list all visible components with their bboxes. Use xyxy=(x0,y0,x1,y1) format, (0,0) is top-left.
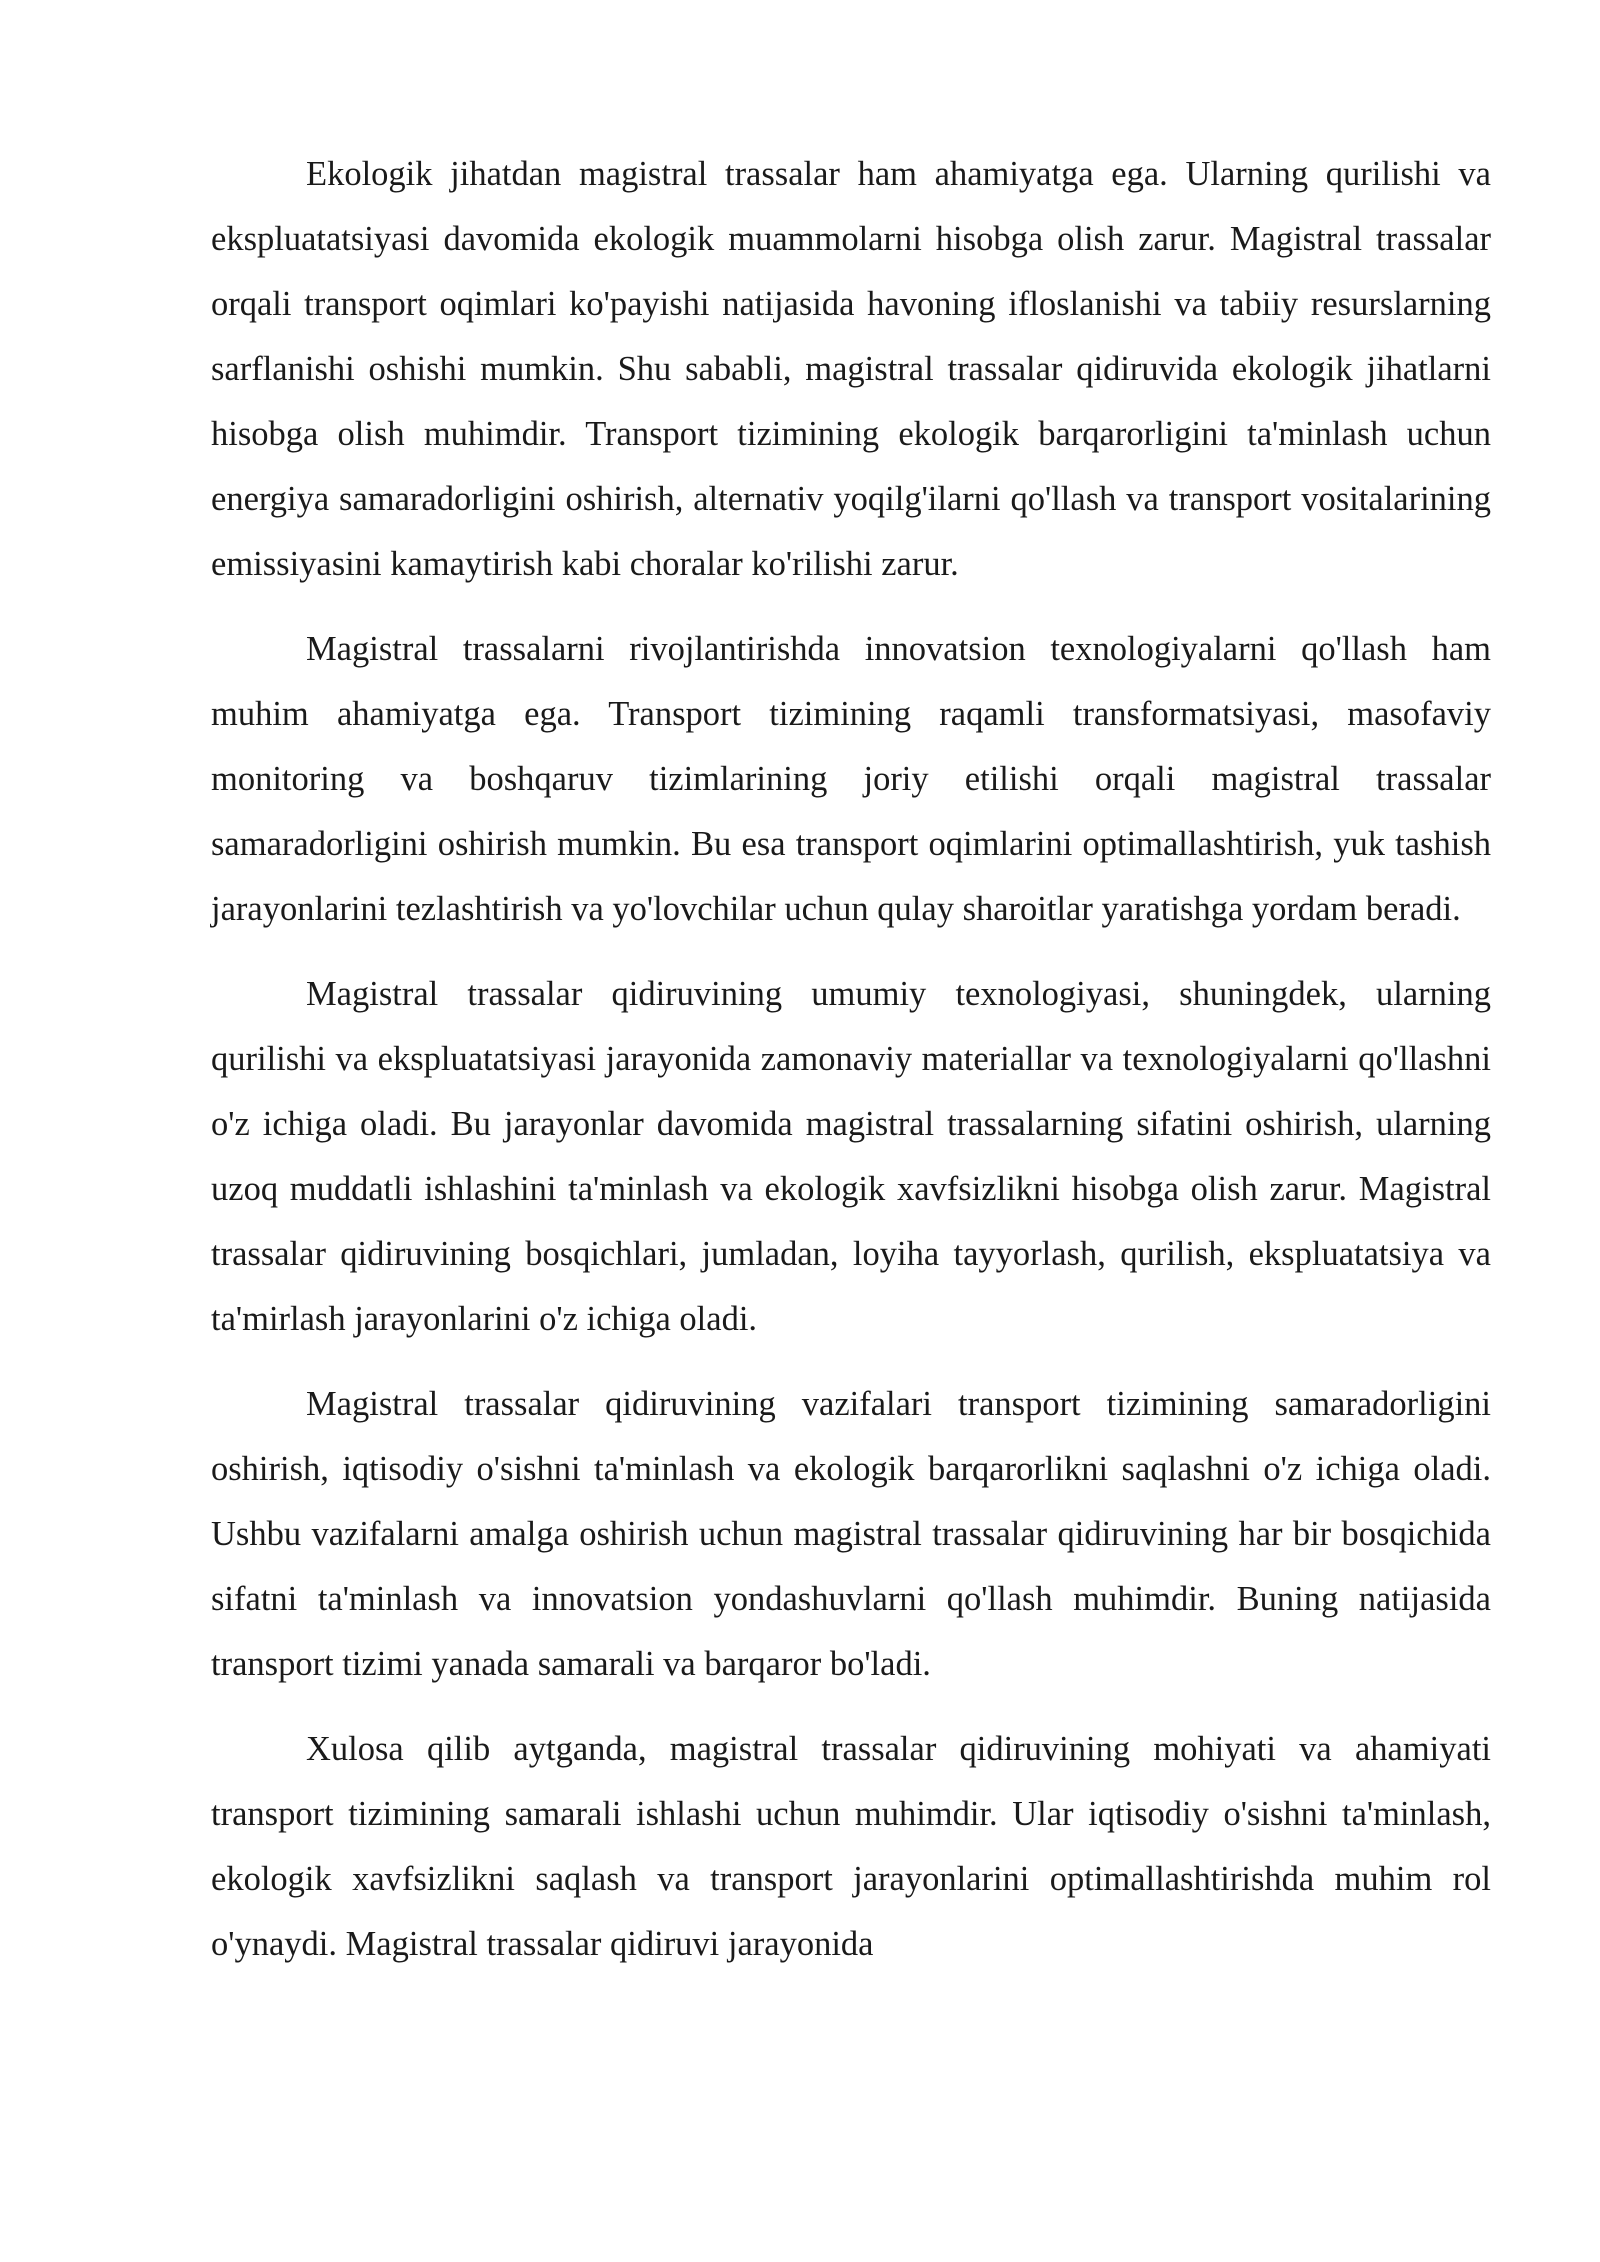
paragraph-ecology: Ekologik jihatdan magistral trassalar ham ahamiyatga ega. Ularning qurilishi va ekspluatatsiyasi davomida ekologik muammolarni hisobga olish zarur. Magistral trassalar orqali transport oqimlari ko'payishi natijasida havoning ifloslanishi va tabiiy resurslarning sarflanishi oshishi mumkin. Shu sababli, magistral trassalar qidiruvida ekologik jihatlarni hisobga olish muhimdir. Transport tizimining ekologik barqarorligini ta'minlash uchun energiya samaradorligini oshirish, alternativ yoqilg'ilarni qo'llash va transport vositalarining emissiyasini kamaytirish kabi choralar ko'rilishi zarur. xyxy=(211,155,1491,583)
paragraph-tasks: Magistral trassalar qidiruvining vazifalari transport tizimining samaradorligini oshirish, iqtisodiy o'sishni ta'minlash va ekologik barqarorlikni saqlashni o'z ichiga oladi. Ushbu vazifalarni amalga oshirish uchun magistral trassalar qidiruvining har bir bosqichida sifatni ta'minlash va innovatsion yondashuvlarni qo'llash muhimdir. Buning natijasida transport tizimi yanada samarali va barqaror bo'ladi. xyxy=(211,1385,1491,1683)
paragraph-technology: Magistral trassalar qidiruvining umumiy texnologiyasi, shuningdek, ularning qurilishi va ekspluatatsiyasi jarayonida zamonaviy materiallar va texnologiyalarni qo'llashni o'z ichiga oladi. Bu jarayonlar davomida magistral trassalarning sifatini oshirish, ularning uzoq muddatli ishlashini ta'minlash va ekologik xavfsizlikni hisobga olish zarur. Magistral trassalar qidiruvining bosqichlari, jumladan, loyiha tayyorlash, qurilish, ekspluatatsiya va ta'mirlash jarayonlarini o'z ichiga oladi. xyxy=(211,975,1491,1338)
paragraph-conclusion: Xulosa qilib aytganda, magistral trassalar qidiruvining mohiyati va ahamiyati transport tizimining samarali ishlashi uchun muhimdir. Ular iqtisodiy o'sishni ta'minlash, ekologik xavfsizlikni saqlash va transport jarayonlarini optimallashtirishda muhim rol o'ynaydi. Magistral trassalar qidiruvi jarayonida xyxy=(211,1730,1491,1963)
paragraph-innovation: Magistral trassalarni rivojlantirishda innovatsion texnologiyalarni qo'llash ham muhim ahamiyatga ega. Transport tizimining raqamli transformatsiyasi, masofaviy monitoring va boshqaruv tizimlarining joriy etilishi orqali magistral trassalar samaradorligini oshirish mumkin. Bu esa transport oqimlarini optimallashtirish, yuk tashish jarayonlarini tezlashtirish va yo'lovchilar uchun qulay sharoitlar yaratishga yordam beradi. xyxy=(211,630,1491,928)
document-body xyxy=(211,142,1491,1997)
